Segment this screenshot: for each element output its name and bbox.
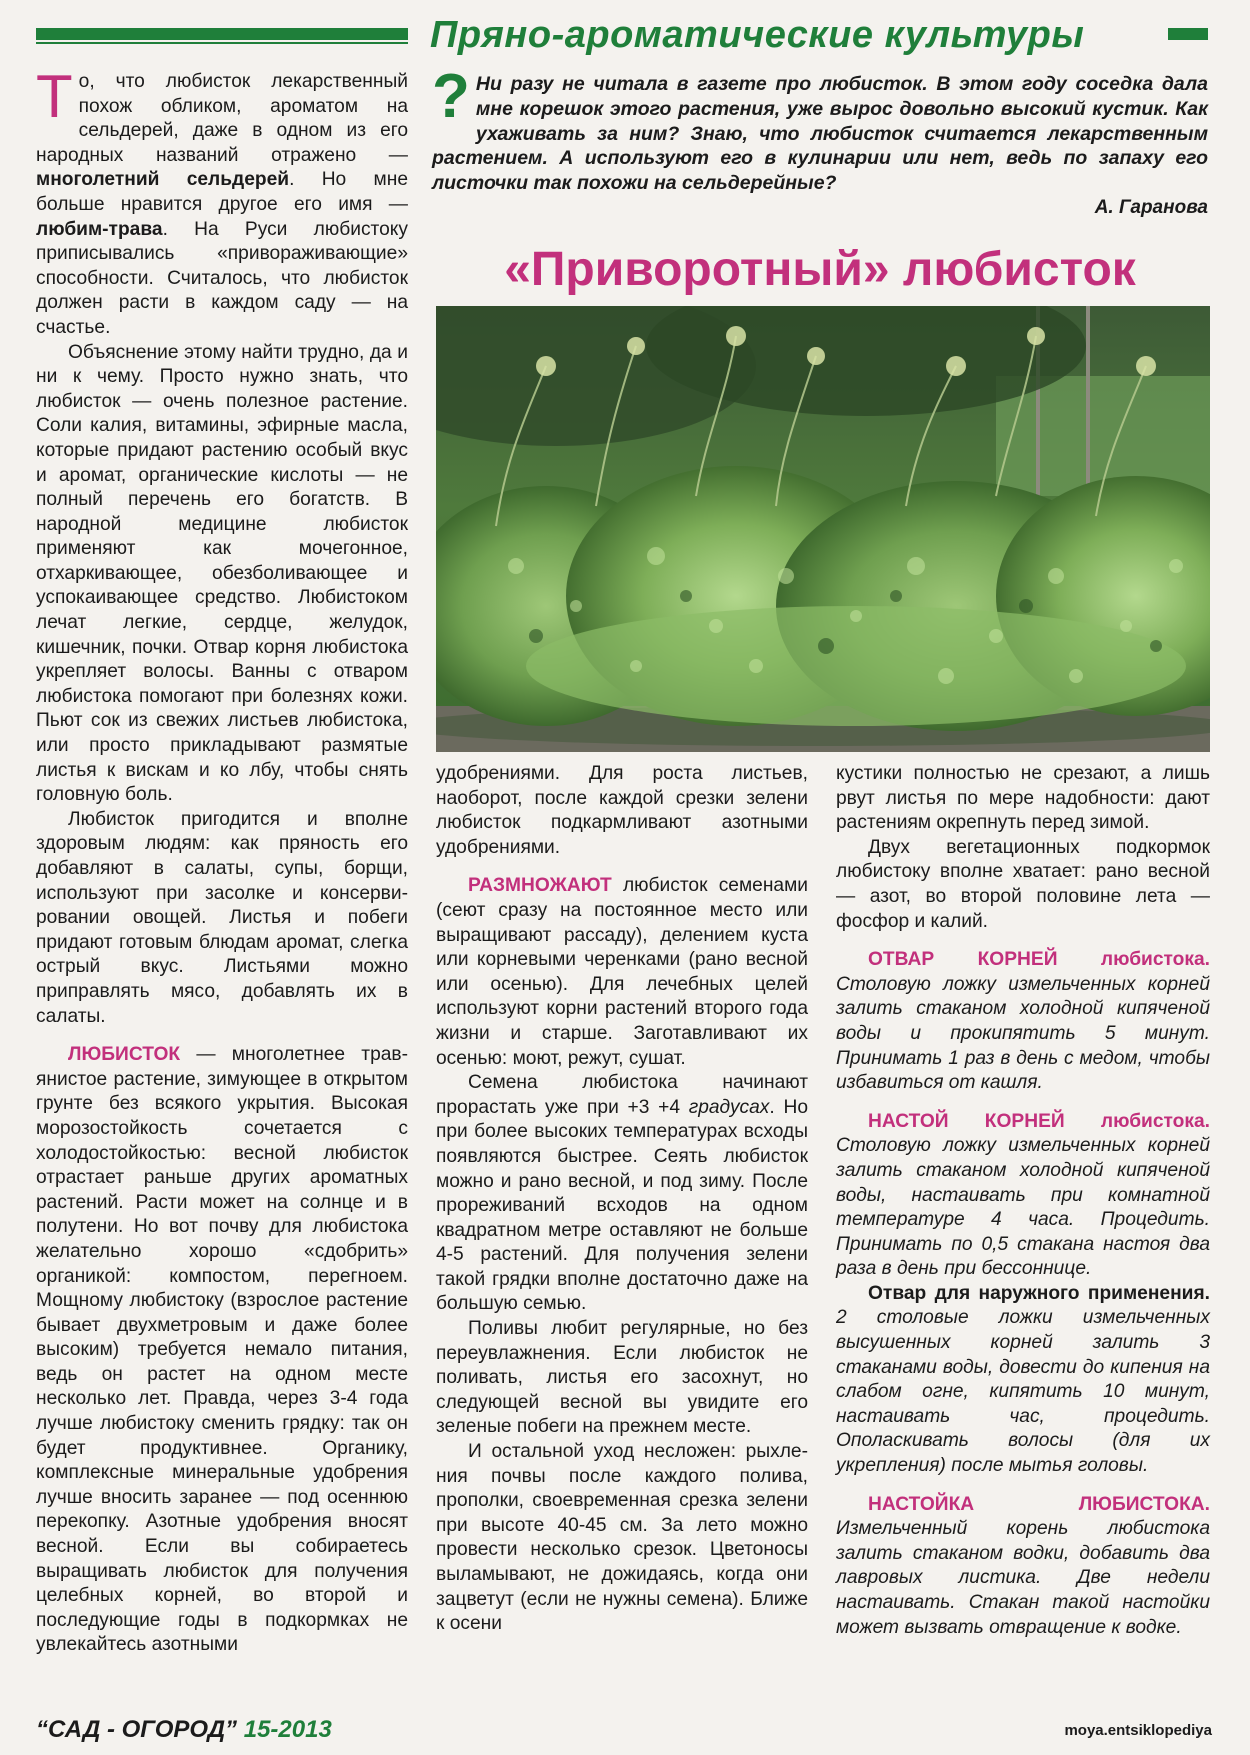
header-bar-left <box>36 28 408 40</box>
issue-number: 15-2013 <box>243 1716 332 1743</box>
recipe-external: Отвар для наружного применения. 2 столовые ложки измельченных высушенных корней залить 3 стаканами воды, довести до кипения на слабом огне, кипятить 10 минут, настаивать час, процедить. Ополаскивать волосы (для их укрепления) после мытья головы. <box>836 1282 1210 1477</box>
paragraph: То, что любисток лекарственный похож обликом, ароматом на сельдерей, даже в одном из его народных названий отражено — многолетний сельдерей. Но мне больше нравится другое его имя — любим-трава. На Руси любистоку приписывались «привораживающие» способности. Считалось, что любисток должен расти в каждом саду — на счастье. <box>36 63 408 338</box>
recipe-tincture: НАСТОЙКА ЛЮБИСТОКА. Измельченный корень любистока залить стаканом водки, добавить два лавровых листика. Две недели настаивать. Стакан такой настойки может вызвать отвращение к водке. <box>836 1493 1210 1638</box>
paragraph: удобрениями. Для роста листьев, наоборот, после каждой срезки зелени любисток подкармливают азотными удобрениями. <box>436 763 808 858</box>
rubric-title: Пряно-ароматические культуры <box>430 14 1085 56</box>
recipe-infusion: НАСТОЙ КОРНЕЙ любистока. Столовую ложку измельченных корней залить стаканом холодной кипяченой воды, настаивать при комнатной температуре 4 часа. Процедить. Принимать по 0,5 стакана настоя два раза в день при бессоннице. <box>836 1110 1210 1280</box>
magazine-name: “САД - ОГОРОД” <box>36 1716 238 1743</box>
paragraph: Поливы любит регулярные, но без переувлажнения. Если любисток не поливать, листья его засохнут, но следующей весной вы увидите его зеленые побеги на прежнем месте. <box>436 1318 808 1438</box>
paragraph: Объяснение этому найти трудно, да и ни к чему. Просто нужно знать, что любисток — очень полезное растение. Соли калия, витамины, эфирные масла, которые придают растению особый вкус и аромат, органические кислоты — не полный перечень его богатств. В народной медицине любисток применяют как мочегонное, отхаркивающее, обезболивающее и успокаивающее средство. Любистоком лечат легкие, сердце, желудок, кишечник, почки. Отвар корня любистока укрепляет волосы. Ванны с отваром любистока помогают при болезнях кожи. Пьют сок из свежих листьев любистока, или просто прикладывают размятые листья к вискам и ко лбу, чтобы снять головную боль. <box>36 341 408 806</box>
question-author: А. Гаранова <box>1094 197 1208 218</box>
paragraph: ЛЮБИСТОК — многолетнее травянистое растение, зимующее в открытом грунте без всякого укрытия. Высокая морозостойкость сочетается с холодостойкостью: весной любисток отрастает раньше других ароматных растений. Расти может на солнце и в полутени. Но вот почву для любистока желательно хорошо «сдобрить» органикой: компостом, перегноем. Мощному любистоку (взрослое растение бывает двухметровым и даже более высоким) требуется немало питания, ведь он растет на одном месте несколько лет. Правда, через 3-4 года лучше любистоку сменить грядку: так он будет продуктивнее. Органику, комплексные минеральные удобрения лучше вносить заранее — под осеннюю перекопку. Азотные удобрения вносят весной. Если вы собираетесь выращивать любисток для получения целебных корней, во второй и последующие годы в подкормках не увлекайтесь азотными <box>36 1044 408 1656</box>
paragraph: РАЗМНОЖАЮТ любисток семенами (сеют сразу на постоянное место или выращивают рассаду), делением куста или корневыми черенками (рано весной или осенью). Для лечебных целей используют корни растений второго года жизни и старше. Заготавливают их осенью: моют, режут, сушат. <box>436 875 808 1069</box>
article-column-1 <box>36 63 408 1658</box>
watermark: moya.entsiklopediya <box>1064 1722 1212 1739</box>
reader-question <box>432 62 1208 196</box>
recipe-decoction: ОТВАР КОРНЕЙ любистока. Столовую ложку измельченных корней залить стаканом холодной кипяченой воды и прокипятить 5 минут. Принимать 1 раз в день с медом, чтобы избавиться от кашля. <box>836 949 1210 1094</box>
paragraph: кустики полностью не срезают, а лишь рвут листья по мере надобности: дают растениям окрепнуть перед зимой. <box>836 763 1210 834</box>
footer-magazine <box>36 1716 332 1744</box>
question-text: Ни разу не читала в газете про любисток. В этом году соседка дала мне корешок этого растения, уже вырос довольно высокий кустик. Как ухаживать за ним? Знаю, что любисток считается лекарственным растением. А используют его в кулинарии или нет, ведь по запаху его листочки так похожи на сельдерейные? <box>432 73 1208 195</box>
article-title: «Приворотный» любисток <box>504 243 1136 296</box>
question-mark-icon: ? <box>432 62 470 131</box>
paragraph: Любисток пригодится и вполне здоровым людям: как пряность его добавляют в салаты, супы, борщи, используют при засолке и консервировании овощей. Листья и побеги придают готовым блюдам аромат, слегка острый вкус. Листьями можно приправлять мясо, добавлять их в салаты. <box>36 808 408 1027</box>
paragraph: И остальной уход несложен: рыхления почвы после каждого полива, прополки, своевременная срезка зелени при высоте 40-45 см. За лето можно провести несколько срезок. Цветоносы выламывают, не дожидаясь, когда они зацветут (если не нужны семена). Ближе к осени <box>436 1441 808 1635</box>
article-column-3 <box>836 762 1210 1640</box>
lovage-photo <box>436 306 1210 752</box>
paragraph: Семена любистока начинают прорастать уже при +3 +4 градусах. Но при более высоких температурах всходы появляются быстрее. Сеять любисток можно и рано весной, и под зиму. После прореживаний всходов на одном квадратном метре оставляют не больше 4-5 растений. Для получения зелени такой грядки вполне достаточно даже на большую семью. <box>436 1072 808 1315</box>
header-bar-right <box>1168 28 1208 40</box>
article-column-2 <box>436 762 808 1637</box>
paragraph: Двух вегетационных подкормок любистоку вполне хватает: рано весной — азот, во второй половине лета — фосфор и калий. <box>836 836 1210 932</box>
drop-cap: Т <box>36 63 73 130</box>
